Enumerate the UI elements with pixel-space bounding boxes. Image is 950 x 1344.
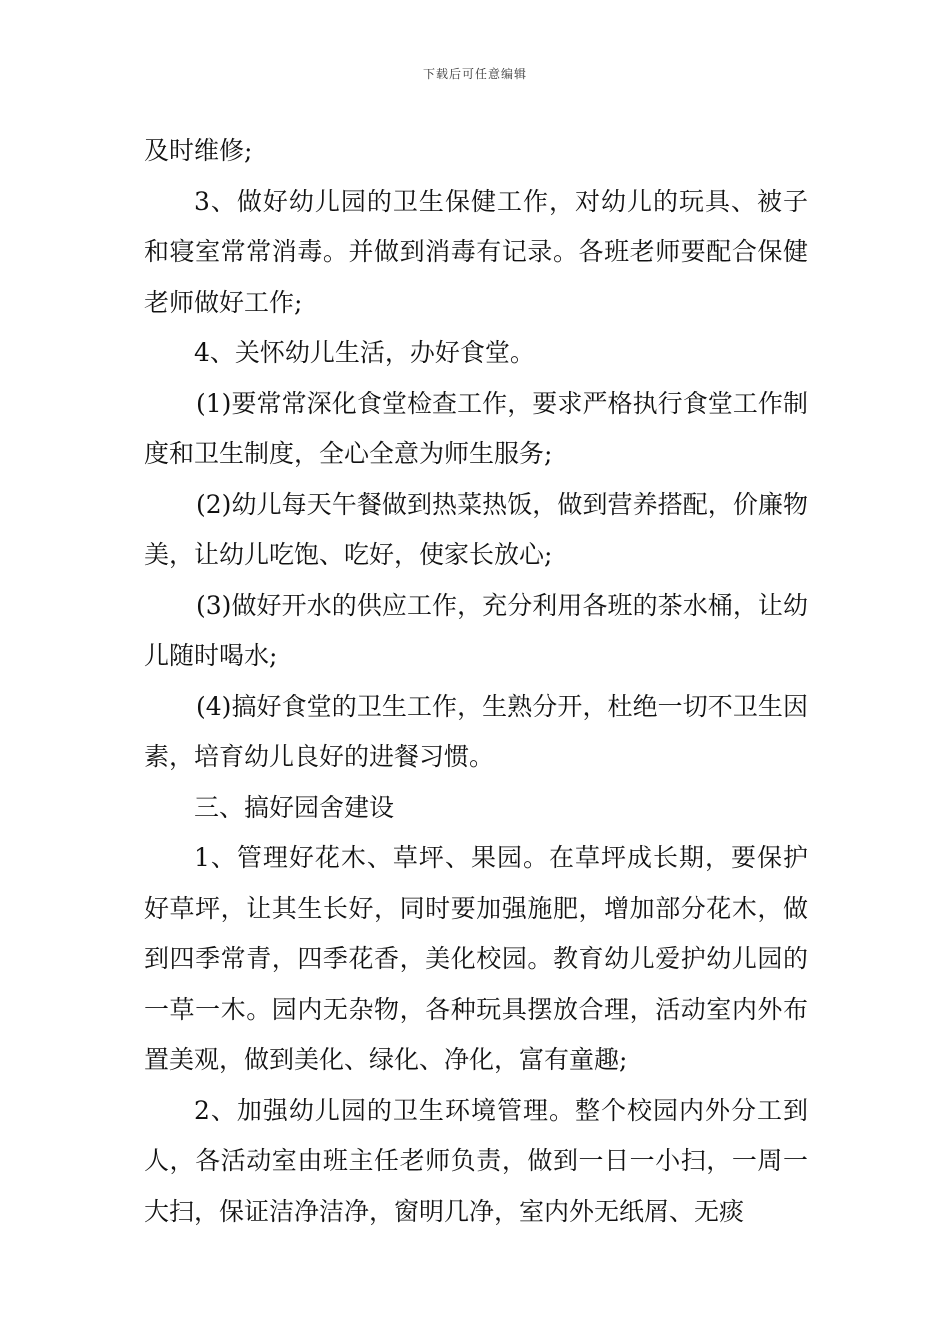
- section-heading-campus-construction: 三、搞好园舍建设: [194, 792, 395, 822]
- page-header: 下载后可任意编辑: [422, 67, 527, 81]
- paragraph-canteen-item-3: (3)做好开水的供应工作，充分利用各班的茶水桶，让幼儿随时喝水;: [144, 590, 808, 670]
- paragraph-environment: 2、加强幼儿园的卫生环境管理。整个校园内外分工到人，各活动室由班主任老师负责，做到一日一小扫，一周一大扫，保证洁净洁净，窗明几净，室内外无纸屑、无痰: [144, 1095, 808, 1226]
- paragraph-hygiene-care: 3、做好幼儿园的卫生保健工作，对幼儿的玩具、被子和寝室常常消毒。并做到消毒有记录。各班老师要配合保健老师做好工作;: [144, 186, 808, 317]
- paragraph-continuation: 及时维修;: [144, 136, 253, 165]
- paragraph-canteen-heading: 4、关怀幼儿生活，办好食堂。: [194, 338, 535, 367]
- paragraph-canteen-item-4: (4)搞好食堂的卫生工作，生熟分开，杜绝一切不卫生因素，培育幼儿良好的进餐习惯。: [144, 691, 808, 771]
- paragraph-greenery: 1、管理好花木、草坪、果园。在草坪成长期，要保护好草坪，让其生长好，同时要加强施肥，增加部分花木，做到四季常青，四季花香，美化校园。教育幼儿爱护幼儿园的一草一木。园内无杂物，各种玩具摆放合理，活动室内外布置美观，做到美化、绿化、净化，富有童趣;: [144, 843, 808, 1074]
- paragraph-canteen-item-2: (2)幼儿每天午餐做到热菜热饭，做到营养搭配，价廉物美，让幼儿吃饱、吃好，使家长放心;: [144, 489, 808, 569]
- paragraph-canteen-item-1: (1)要常常深化食堂检查工作，要求严格执行食堂工作制度和卫生制度，全心全意为师生服务;: [144, 388, 808, 468]
- document-body: [144, 126, 808, 1237]
